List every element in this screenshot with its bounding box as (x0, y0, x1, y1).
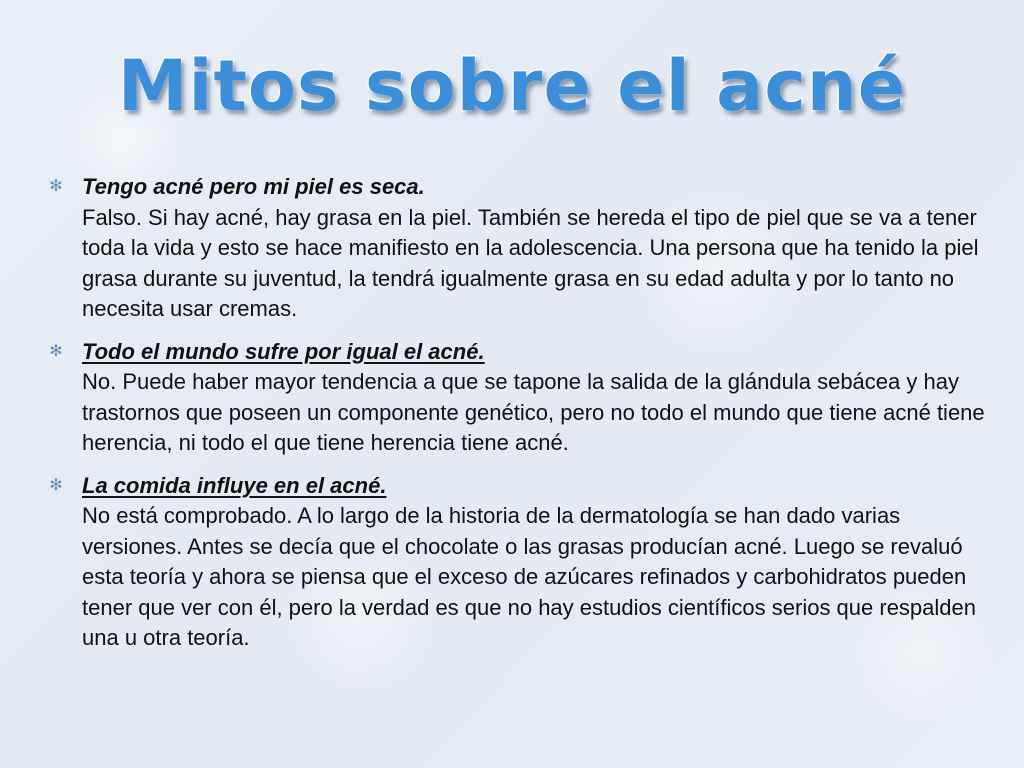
list-item (48, 172, 988, 325)
asterisk-bullet-icon: ✻ (49, 178, 63, 195)
asterisk-bullet-icon: ✻ (49, 476, 63, 494)
asterisk-bullet-icon: ✻ (49, 342, 63, 360)
myths-list (48, 172, 988, 666)
myth-explanation: No está comprobado. A lo largo de la historia de la dermatología se han dado varias versiones. Antes se decía que el chocolate o las grasas producían acné. Luego se revaluó esta teoría y ahora se piensa que el exceso de azúcares refinados y carbohidratos pueden tener que ver con él, pero la verdad es que no hay estudios científicos serios que respalden una u otra teoría. (82, 503, 976, 650)
myth-explanation: Falso. Si hay acné, hay grasa en la piel. También se hereda el tipo de piel que se va a tener toda la vida y esto se hace manifiesto en la adolescencia. Una persona que ha tenido la piel grasa durante su juventud, la tendrá igualmente grasa en su edad adulta y por lo tanto no necesita usar cremas. (82, 204, 979, 321)
myth-statement: La comida influye en el acné. (82, 472, 387, 498)
list-item (48, 337, 988, 459)
myth-statement: Tengo acné pero mi piel es seca. (82, 174, 425, 199)
list-item (48, 471, 988, 654)
myth-statement: Todo el mundo sufre por igual el acné. (82, 338, 485, 364)
slide-title: Mitos sobre el acné (117, 45, 907, 127)
myth-explanation: No. Puede haber mayor tendencia a que se tapone la salida de la glándula sebácea y hay trastornos que poseen un componente genético, pero no todo el mundo que tiene acné tiene herencia, ni todo el que tiene herencia tiene acné. (82, 369, 985, 455)
